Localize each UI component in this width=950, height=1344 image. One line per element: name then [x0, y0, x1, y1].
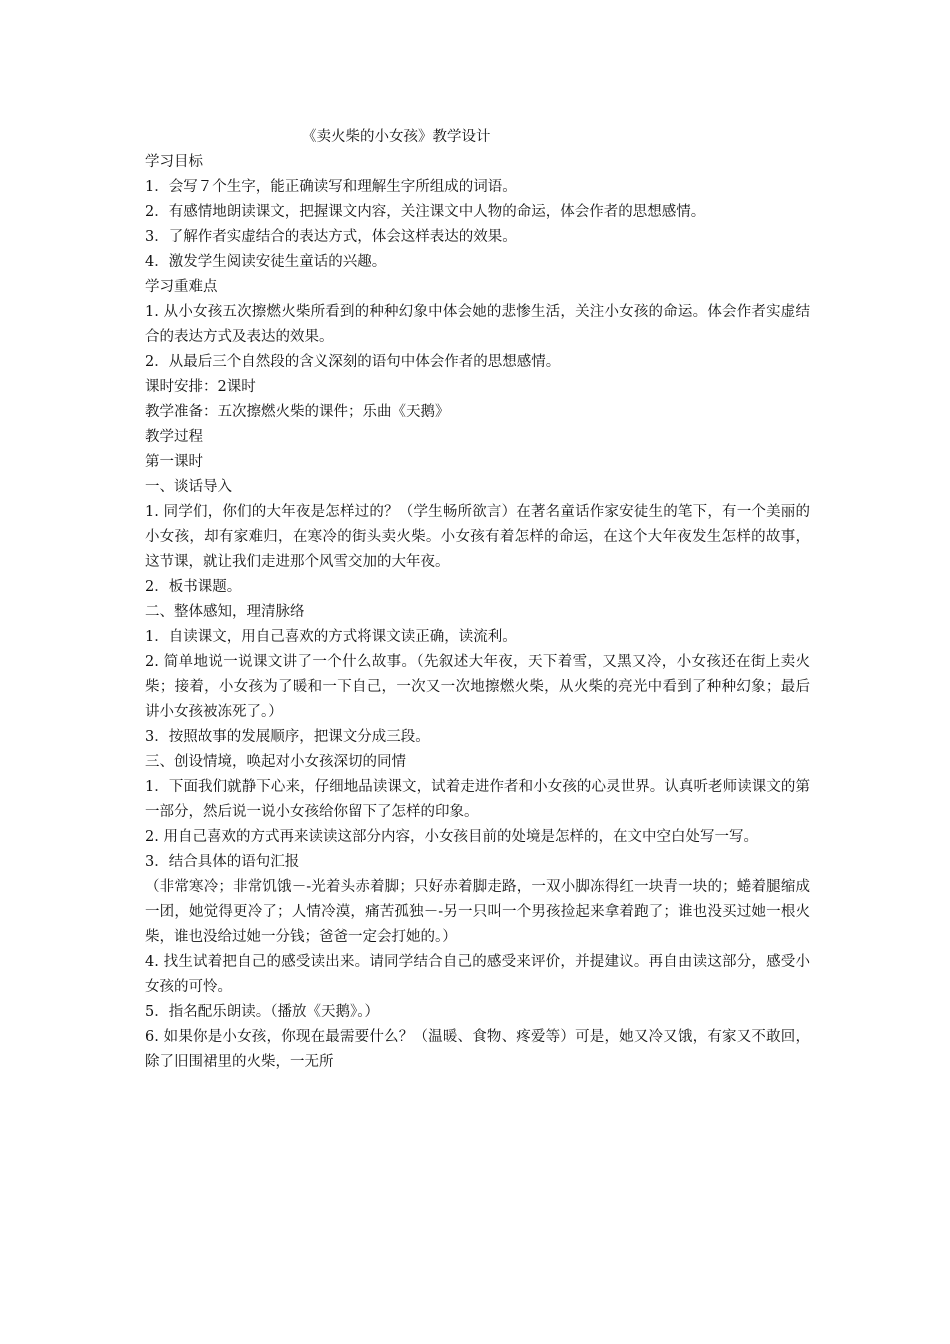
paragraph-scene-6: 6. 如果你是小女孩，你现在最需要什么？（温暖、食物、疼爱等）可是，她又冷又饿，有家又不敢回，除了旧围裙里的火柴，一无所 [145, 1029, 810, 1070]
part-heading-2: 二、整体感知，理清脉络 [145, 604, 305, 620]
key-point-2: 2．从最后三个自然段的含义深刻的语句中体会作者的思想感情。 [145, 354, 561, 370]
objective-4: 4．激发学生阅读安徒生童话的兴趣。 [145, 254, 387, 270]
paragraph-intro-1: 1. 同学们，你们的大年夜是怎样过的？（学生畅所欲言）在著名童话作家安徒生的笔下，有一个美丽的小女孩，却有家难归，在寒冷的街头卖火柴。小女孩有着怎样的命运，在这个大年夜发生怎样的故事，这节课，就让我们走进那个风雪交加的大年夜。 [145, 504, 810, 570]
document-body [145, 125, 810, 1075]
paragraph-scene-3: 3．结合具体的语句汇报 [145, 854, 300, 870]
objective-2: 2．有感情地朗读课文，把握课文内容，关注课文中人物的命运，体会作者的思想感情。 [145, 204, 706, 220]
paragraph-scene-5: 5．指名配乐朗读。（播放《天鹅》。） [145, 1004, 379, 1020]
paragraph-scene-2: 2. 用自己喜欢的方式再来读读这部分内容，小女孩目前的处境是怎样的，在文中空白处写一写。 [145, 829, 758, 845]
preparation-line: 教学准备：五次擦燃火柴的课件；乐曲《天鹅》 [145, 404, 450, 420]
paragraph-overview-1: 1．自读课文，用自己喜欢的方式将课文读正确，读流利。 [145, 629, 517, 645]
paragraph-scene-4: 4. 找生试着把自己的感受读出来。请同学结合自己的感受来评价，并提建议。再自由读这部分，感受小女孩的可怜。 [145, 954, 810, 995]
section-heading-key-points: 学习重难点 [145, 279, 218, 295]
section-heading-process: 教学过程 [145, 429, 203, 445]
lesson-heading: 第一课时 [145, 454, 203, 470]
paragraph-intro-2: 2．板书课题。 [145, 579, 242, 595]
paragraph-overview-3: 3．按照故事的发展顺序，把课文分成三段。 [145, 729, 430, 745]
paragraph-scene-notes: （非常寒冷；非常饥饿－-光着头赤着脚；只好赤着脚走路，一双小脚冻得红一块青一块的；蜷着腿缩成一团，她觉得更冷了；人情冷漠，痛苦孤独－-另一只叫一个男孩捡起来拿着跑了；谁也没买过她一根火柴，谁也没给过她一分钱；爸爸一定会打她的。） [145, 879, 810, 945]
objective-1: 1．会写７个生字，能正确读写和理解生字所组成的词语。 [145, 179, 517, 195]
key-point-1: 1. 从小女孩五次擦燃火柴所看到的种种幻象中体会她的悲惨生活，关注小女孩的命运。体会作者实虚结合的表达方式及表达的效果。 [145, 304, 810, 345]
schedule-line: 课时安排：2课时 [145, 379, 256, 395]
part-heading-1: 一、谈话导入 [145, 479, 232, 495]
document-title: 《卖火柴的小女孩》教学设计 [302, 129, 491, 145]
section-heading-objectives: 学习目标 [145, 154, 203, 170]
objective-3: 3．了解作者实虚结合的表达方式，体会这样表达的效果。 [145, 229, 517, 245]
paragraph-overview-2: 2. 简单地说一说课文讲了一个什么故事。（先叙述大年夜，天下着雪，又黑又冷，小女孩还在街上卖火柴；接着，小女孩为了暖和一下自己，一次又一次地擦燃火柴，从火柴的亮光中看到了种种幻象；最后讲小女孩被冻死了。） [145, 654, 810, 720]
part-heading-3: 三、创设情境，唤起对小女孩深切的同情 [145, 754, 406, 770]
paragraph-scene-1: 1．下面我们就静下心来，仔细地品读课文，试着走进作者和小女孩的心灵世界。认真听老师读课文的第一部分，然后说一说小女孩给你留下了怎样的印象。 [145, 779, 810, 820]
